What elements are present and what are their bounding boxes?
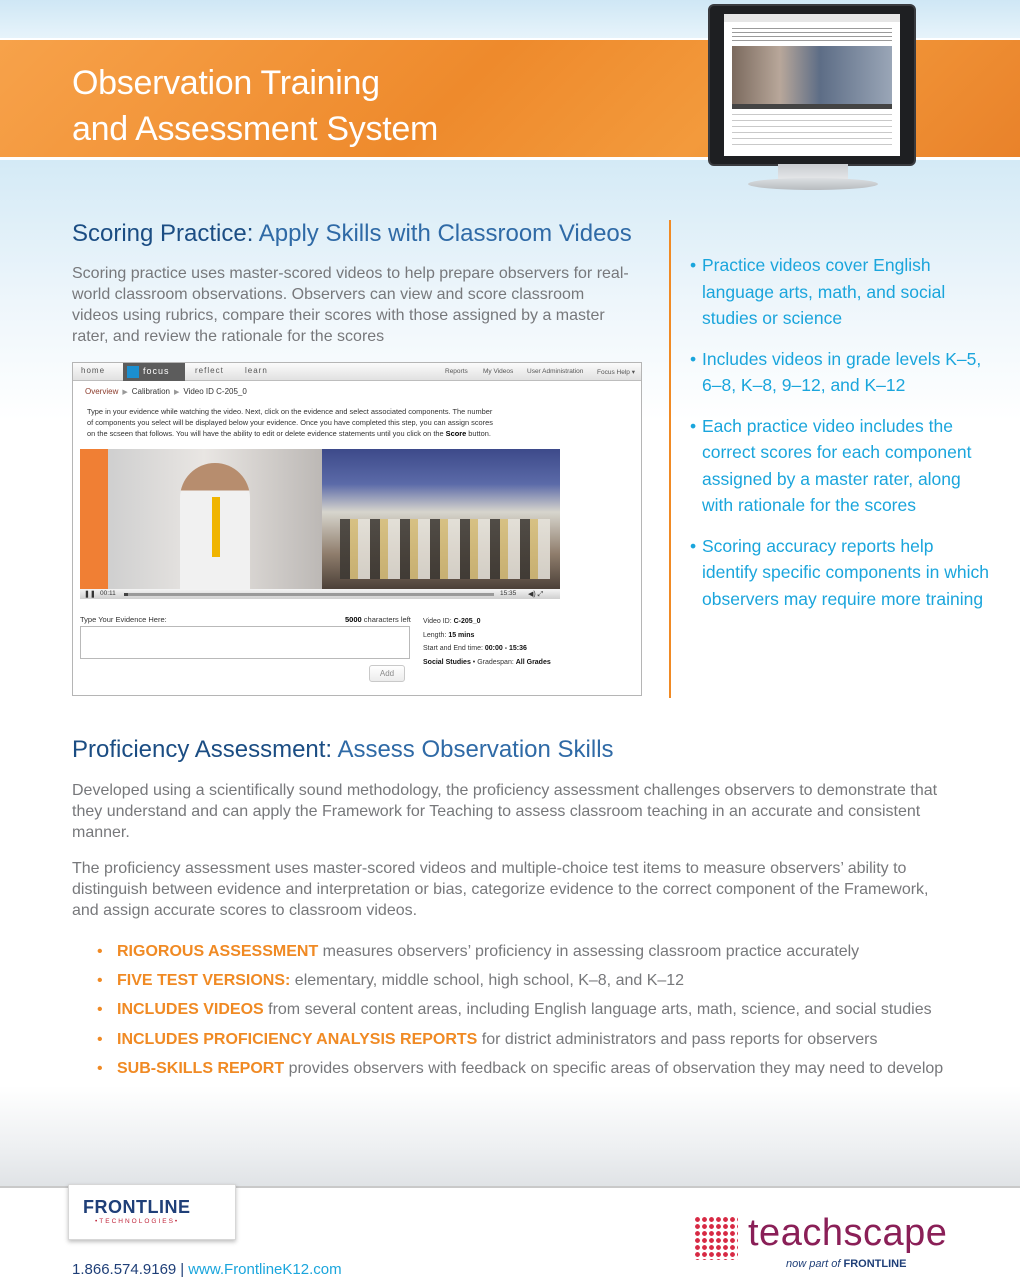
list-item: • INCLUDES VIDEOS from several content areas, including English language arts, math, science, and social studies — [97, 1000, 977, 1020]
list-item: • Scoring accuracy reports help identify specific components in which observers may require more training — [690, 533, 990, 613]
section-divider — [669, 220, 671, 698]
nav-focus-tab[interactable]: focus — [123, 363, 185, 381]
video-progress-bar[interactable] — [124, 593, 494, 596]
contact-line: 1.866.574.9169 | www.FrontlineK12.com — [72, 1261, 342, 1278]
app-nav-bar — [73, 363, 641, 381]
list-item: • FIVE TEST VERSIONS: elementary, middle school, high school, K–8, and K–12 — [97, 971, 977, 991]
nav-my-videos[interactable]: My Videos — [483, 368, 514, 375]
proficiency-para-1: Developed using a scientifically sound methodology, the proficiency assessment challenges observers to demonstrate that they understand and can apply the Framework for Teaching to assess classroom teaching in an accurate and consistent manner. — [72, 782, 938, 841]
chevron-down-icon: ▾ — [631, 369, 635, 376]
breadcrumb-video-id: Video ID C-205_0 — [183, 387, 247, 396]
teachscape-logo-icon — [694, 1216, 738, 1260]
monitor-screen — [708, 4, 916, 166]
characters-left: 5000 characters left — [345, 615, 411, 624]
proficiency-para-2: The proficiency assessment uses master-scored videos and multiple-choice test items to measure observers’ ability to distinguish between evidence and interpretation or bias, categorize evidence to the correct component of the Framework, and assign accurate scores to classroom videos. — [72, 860, 929, 919]
nav-focus-help[interactable]: Focus Help ▾ — [597, 369, 635, 376]
nav-home[interactable]: home — [81, 366, 106, 375]
students-figure — [340, 519, 550, 579]
breadcrumb — [85, 387, 247, 396]
nav-learn[interactable]: learn — [245, 366, 268, 375]
list-item: • INCLUDES PROFICIENCY ANALYSIS REPORTS for district administrators and pass reports for observers — [97, 1030, 977, 1050]
arrow-right-icon: ▶ — [173, 389, 180, 396]
video-rubric-panel — [80, 449, 108, 589]
proficiency-heading: Proficiency Assessment: Assess Observation Skills — [72, 736, 614, 763]
progress-fill — [124, 593, 128, 596]
list-item: • SUB-SKILLS REPORT provides observers with feedback on specific areas of observation they may need to develop — [97, 1059, 977, 1079]
instructions: Type in your evidence while watching the video. Next, click on the evidence and select associated components. The number of components you select will be displayed below your evidence. Once you have completed this step, you can assign scores on the scseen that follows. You will have the ability to edit or delete evidence statements until you click on the Score button. — [87, 407, 493, 438]
list-item: • Includes videos in grade levels K–5, 6–8, K–8, 9–12, and K–12 — [690, 346, 990, 399]
monitor-base — [748, 178, 878, 190]
evidence-label: Type Your Evidence Here: — [80, 615, 167, 624]
video-player[interactable] — [80, 449, 560, 599]
list-item: • RIGOROUS ASSESSMENT measures observers’ proficiency in assessing classroom practice accurately — [97, 942, 977, 962]
page-title: Observation Training and Assessment System — [72, 64, 438, 148]
time-current: 00:11 — [100, 590, 116, 597]
add-button[interactable]: Add — [369, 665, 405, 682]
volume-icon[interactable]: ◀) — [528, 591, 536, 598]
pause-icon[interactable]: ❚❚ — [84, 591, 96, 598]
breadcrumb-overview[interactable]: Overview — [85, 387, 119, 396]
list-item: • Each practice video includes the correct scores for each component assigned by a master rater, along with rationale for the scores — [690, 413, 990, 519]
nav-reflect[interactable]: reflect — [195, 366, 224, 375]
proficiency-bullets — [97, 942, 977, 1088]
scoring-body: Scoring practice uses master-scored videos to help prepare observers for real-world classroom observations. Observers can view and score classroom videos using rubrics, compare their scores with those assigned by a master rater, and review the rationale for the scores — [72, 265, 629, 345]
list-item: • Practice videos cover English language arts, math, and social studies or science — [690, 252, 990, 332]
website-link[interactable]: www.FrontlineK12.com — [188, 1261, 342, 1278]
monitor-illustration — [708, 4, 918, 194]
app-screenshot — [72, 362, 642, 696]
breadcrumb-calibration[interactable]: Calibration — [131, 387, 170, 396]
teachscape-logo: teachscape — [748, 1212, 948, 1254]
time-total: 15:35 — [500, 590, 517, 597]
scoring-bullets — [690, 252, 990, 626]
arrow-right-icon: ▶ — [122, 389, 128, 396]
evidence-textarea[interactable] — [80, 626, 410, 659]
frontline-logo: FRONTLINE •TECHNOLOGIES• — [68, 1184, 236, 1240]
nav-reports[interactable]: Reports — [445, 368, 468, 375]
nav-user-admin[interactable]: User Administration — [527, 368, 584, 375]
video-meta: Video ID: C-205_0 Length: 15 mins Start and End time: 00:00 - 15:36 Social Studies • Gradespan: All Grades — [423, 618, 551, 666]
phone-number: 1.866.574.9169 — [72, 1261, 177, 1278]
video-controls — [80, 589, 560, 599]
now-part-of-frontline: now part of FRONTLINE — [786, 1258, 907, 1270]
scoring-heading: Scoring Practice: Apply Skills with Classroom Videos — [72, 220, 632, 247]
focus-icon — [127, 366, 139, 378]
footer-band — [0, 1086, 1020, 1186]
fullscreen-icon[interactable]: ⤢ — [537, 591, 544, 598]
